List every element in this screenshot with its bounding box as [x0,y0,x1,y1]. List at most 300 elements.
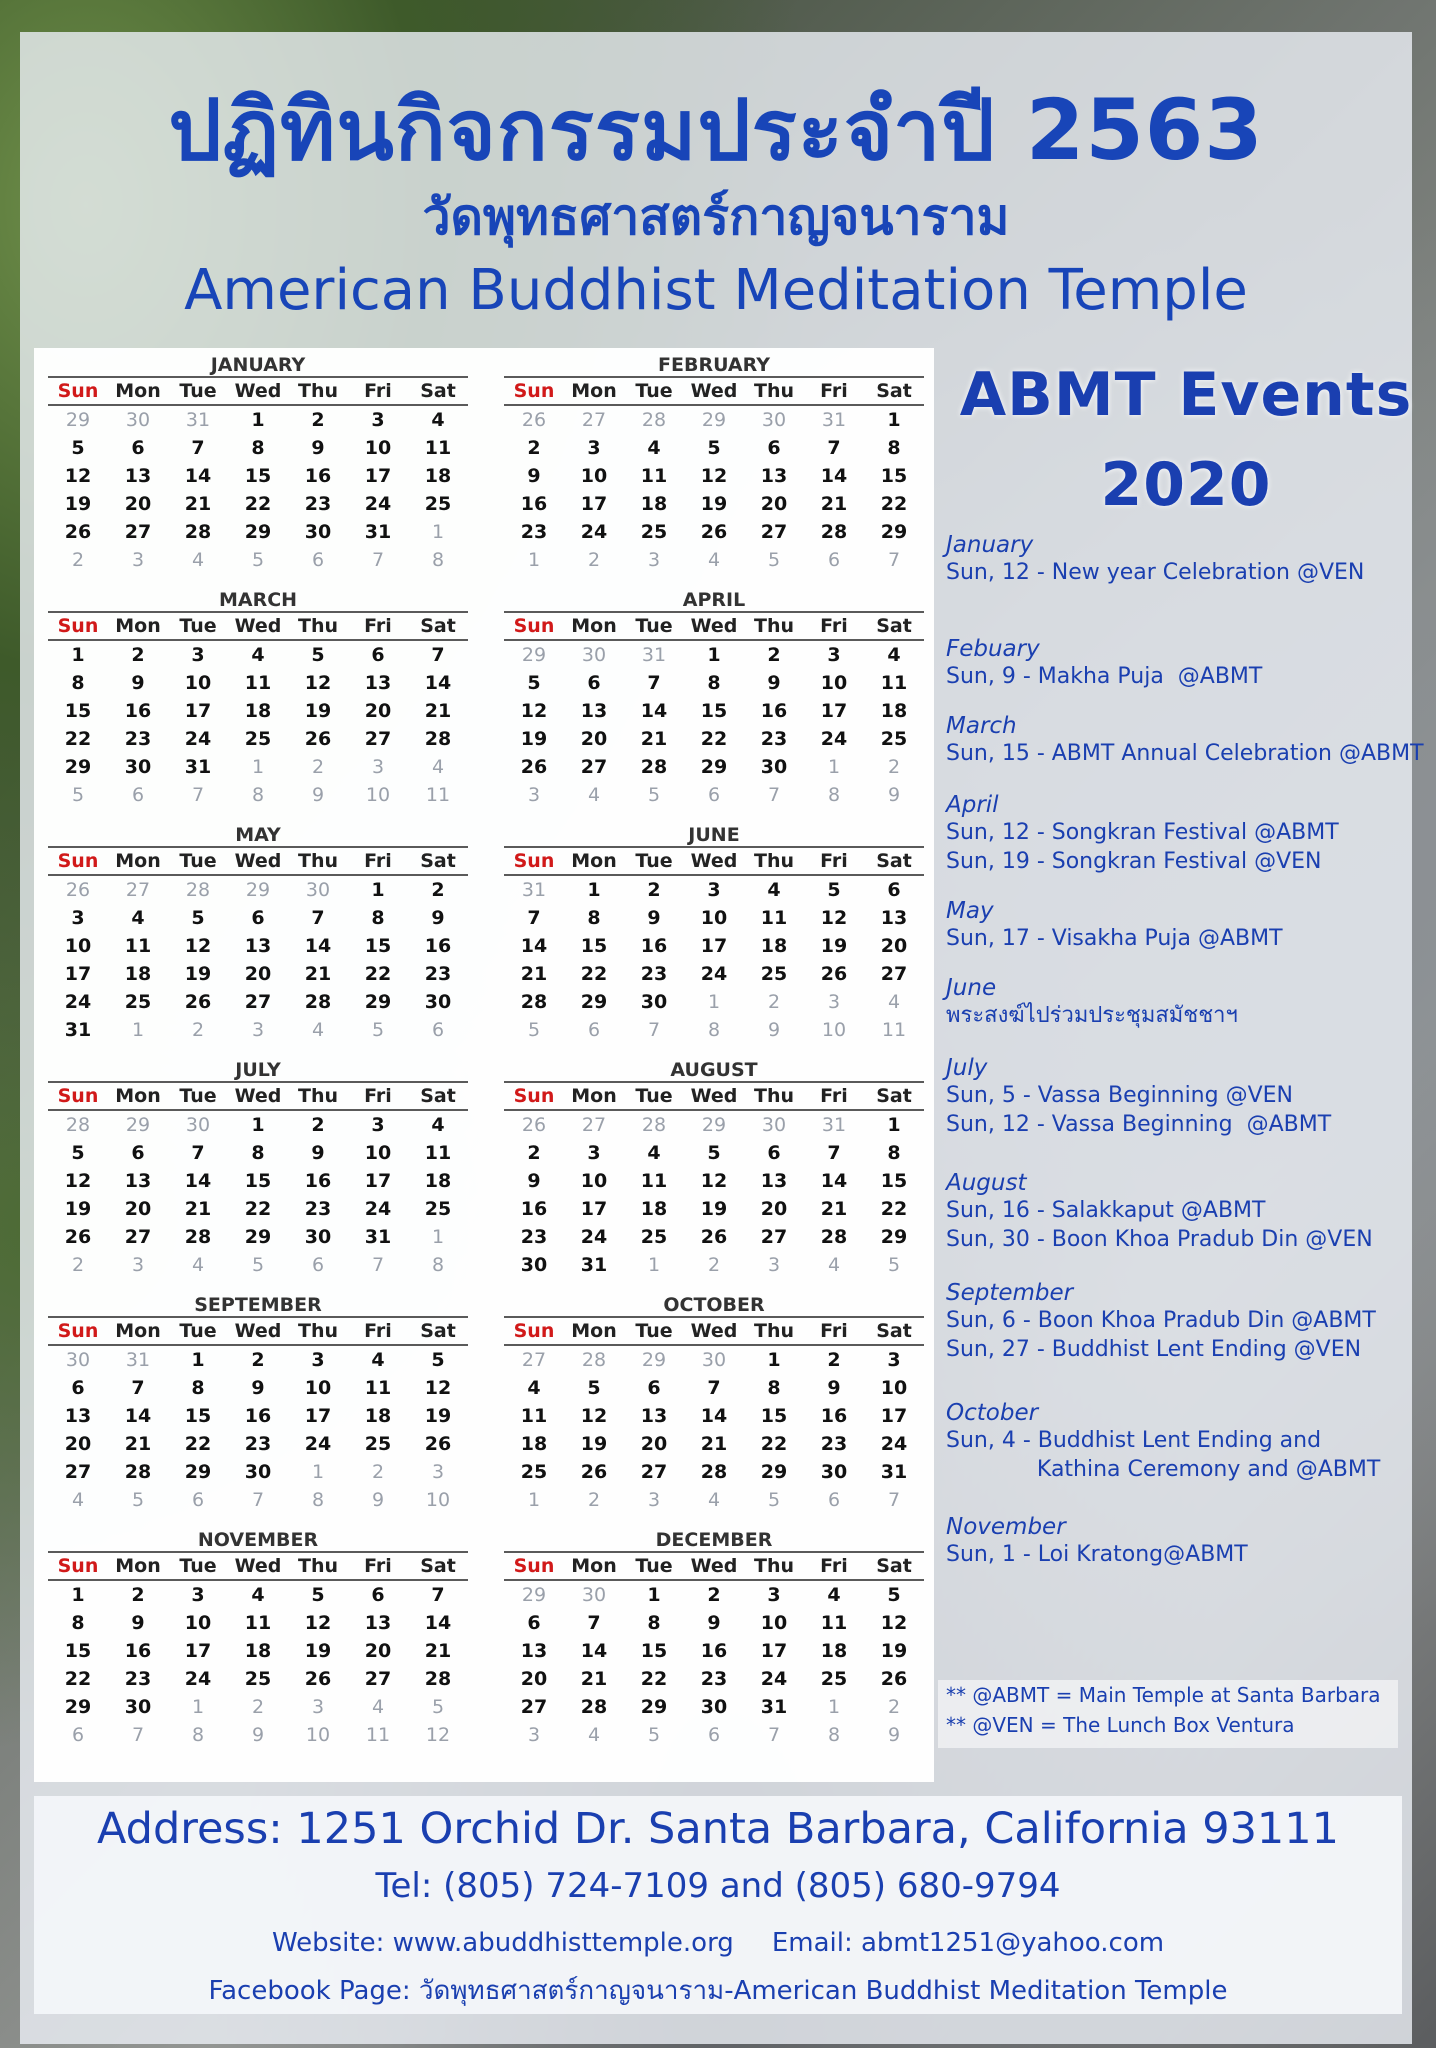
day-cell: 10 [760,1612,788,1634]
day-cell: 11 [881,1019,907,1041]
day-cell: 11 [365,1724,391,1746]
day-cell: 28 [520,991,548,1013]
day-cell: 10 [184,1612,212,1634]
day-cell: 7 [767,784,781,806]
weekday-header: Fri [804,1082,864,1110]
day-cell: 4 [431,1114,445,1136]
day-cell: 24 [304,1433,332,1455]
day-cell: 2 [191,1019,205,1041]
day-cell: 17 [880,1405,908,1427]
weekday-header: Fri [804,1317,864,1345]
day-cell: 6 [431,1019,445,1041]
month-name: AUGUST [670,1059,758,1081]
day-cell: 3 [527,1724,541,1746]
day-cell: 6 [71,1724,85,1746]
day-cell: 7 [647,1019,661,1041]
day-cell: 5 [647,784,661,806]
weekday-header: Fri [804,612,864,640]
day-cell: 5 [71,784,85,806]
day-cell: 28 [640,756,668,778]
day-cell: 16 [124,1640,152,1662]
day-cell: 3 [827,644,841,666]
day-cell: 9 [311,784,325,806]
website-link[interactable]: Website: www.abuddhisttemple.org [271,1928,734,1958]
day-cell: 24 [880,1433,908,1455]
day-cell: 14 [640,700,668,722]
day-cell: 6 [767,1142,781,1164]
event-group [946,898,1426,953]
day-cell: 28 [124,1461,152,1483]
day-cell: 8 [587,907,601,929]
month-september [48,1294,468,1520]
day-cell: 27 [124,521,152,543]
day-cell: 6 [587,1019,601,1041]
day-cell: 29 [760,1461,788,1483]
day-cell: 18 [640,1198,668,1220]
day-cell: 6 [587,672,601,694]
day-cell: 5 [251,1254,265,1276]
day-cell: 24 [364,493,392,515]
day-cell: 26 [64,521,92,543]
weekday-header: Sun [504,377,564,405]
day-cell: 2 [647,879,661,901]
day-cell: 2 [251,1349,265,1371]
day-cell: 5 [311,1584,325,1606]
day-cell: 28 [65,1114,91,1136]
address-text: Address: 1251 Orchid Dr. Santa Barbara, California 93111 [96,1804,1340,1854]
weekday-header: Tue [168,377,228,405]
event-item: Sun, 27 - Buddhist Lent Ending @VEN [946,1337,1362,1362]
day-cell: 20 [520,1668,548,1690]
event-group [946,1280,1426,1364]
day-cell: 30 [305,879,331,901]
day-cell: 9 [887,784,901,806]
day-cell: 6 [707,1724,721,1746]
month-name: MARCH [218,589,298,611]
facebook-link[interactable]: Facebook Page: วัดพุทธศาสตร์กาญจนาราม-American Buddhist Meditation Temple [208,1976,1228,2006]
month-january [48,354,468,580]
day-cell: 6 [131,784,145,806]
day-cell: 3 [647,549,661,571]
event-item: Sun, 15 - ABMT Annual Celebration @ABMT [946,741,1424,766]
day-cell: 3 [131,549,145,571]
day-cell: 10 [700,907,728,929]
day-cell: 4 [647,437,661,459]
day-cell: 13 [580,700,608,722]
day-cell: 19 [304,700,332,722]
weekday-header: Sun [504,847,564,875]
day-cell: 21 [700,1433,728,1455]
day-cell: 3 [311,1349,325,1371]
day-cell: 23 [244,1433,272,1455]
weekday-header: Thu [288,1552,348,1580]
day-cell: 6 [191,1489,205,1511]
month-grid [504,1081,924,1279]
weekday-header: Wed [228,612,288,640]
day-cell: 3 [131,1254,145,1276]
day-cell: 23 [304,493,332,515]
day-cell: 29 [880,1226,908,1248]
day-cell: 9 [131,1612,145,1634]
month-july [48,1059,468,1285]
day-cell: 1 [131,1019,145,1041]
weekday-header: Fri [348,1317,408,1345]
weekday-header: Sun [48,847,108,875]
day-cell: 31 [364,521,392,543]
day-cell: 17 [820,700,848,722]
day-cell: 14 [424,672,452,694]
day-cell: 24 [184,1668,212,1690]
day-cell: 4 [587,784,601,806]
day-cell: 30 [640,991,668,1013]
day-cell: 10 [364,1142,392,1164]
weekday-header: Wed [684,847,744,875]
day-cell: 22 [880,1198,908,1220]
day-cell: 22 [640,1668,668,1690]
day-cell: 18 [820,1640,848,1662]
day-cell: 28 [581,1349,607,1371]
event-item: พระสงฆ์ไปร่วมประชุมสมัชชาฯ [946,1003,1238,1028]
month-name: MAY [235,824,281,846]
day-cell: 16 [520,1198,548,1220]
day-cell: 8 [191,1377,205,1399]
weekday-header: Mon [564,847,624,875]
event-group [946,713,1426,768]
day-cell: 13 [640,1405,668,1427]
day-cell: 11 [424,1142,452,1164]
day-cell: 5 [431,1349,445,1371]
weekday-header: Fri [804,377,864,405]
day-cell: 8 [431,1254,445,1276]
day-cell: 31 [364,1226,392,1248]
day-cell: 1 [251,756,265,778]
month-name: SEPTEMBER [194,1294,322,1316]
day-cell: 25 [880,728,908,750]
day-cell: 21 [124,1433,152,1455]
day-cell: 1 [887,1114,901,1136]
day-cell: 2 [887,1696,901,1718]
day-cell: 6 [827,549,841,571]
day-cell: 7 [131,1377,145,1399]
event-month: July [946,1055,988,1081]
day-cell: 24 [64,991,92,1013]
day-cell: 21 [184,493,212,515]
day-cell: 1 [251,409,265,431]
month-name: JUNE [688,824,740,846]
day-cell: 8 [251,1142,265,1164]
weekday-header: Sat [408,612,468,640]
day-cell: 26 [64,1226,92,1248]
day-cell: 18 [424,465,452,487]
day-cell: 14 [820,1170,848,1192]
event-group [946,636,1426,691]
day-cell: 21 [184,1198,212,1220]
day-cell: 15 [760,1405,788,1427]
event-month: October [946,1400,1039,1426]
day-cell: 24 [184,728,212,750]
day-cell: 19 [580,1433,608,1455]
day-cell: 24 [580,521,608,543]
day-cell: 14 [184,1170,212,1192]
day-cell: 27 [124,1226,152,1248]
event-item: Kathina Ceremony and @ABMT [946,1457,1381,1482]
weekday-header: Mon [108,1552,168,1580]
weekday-header: Fri [348,1552,408,1580]
day-cell: 9 [827,1377,841,1399]
weekday-header: Mon [564,1082,624,1110]
day-cell: 7 [707,1377,721,1399]
day-cell: 7 [887,1489,901,1511]
day-cell: 27 [581,1114,607,1136]
day-cell: 1 [71,1584,85,1606]
weekday-header: Mon [564,612,624,640]
month-grid [504,846,924,1044]
note-abmt: ** @ABMT = Main Temple at Santa Barbara [946,1683,1381,1707]
day-cell: 1 [191,1349,205,1371]
day-cell: 13 [520,1640,548,1662]
day-cell: 27 [521,1349,547,1371]
day-cell: 29 [65,409,91,431]
day-cell: 12 [425,1724,451,1746]
weekday-header: Mon [564,1552,624,1580]
day-cell: 20 [580,728,608,750]
day-cell: 5 [707,1142,721,1164]
event-month: September [946,1280,1074,1306]
event-item: Sun, 12 - New year Celebration @VEN [946,560,1365,585]
day-cell: 20 [124,1198,152,1220]
day-cell: 22 [364,963,392,985]
event-group [946,1400,1426,1484]
day-cell: 31 [184,756,212,778]
day-cell: 12 [580,1405,608,1427]
day-cell: 2 [767,644,781,666]
day-cell: 17 [580,493,608,515]
day-cell: 4 [251,1584,265,1606]
day-cell: 12 [700,465,728,487]
day-cell: 24 [700,963,728,985]
day-cell: 19 [424,1405,452,1427]
day-cell: 20 [244,963,272,985]
day-cell: 4 [527,1377,541,1399]
weekday-header: Fri [348,847,408,875]
weekday-header: Mon [108,1317,168,1345]
day-cell: 3 [887,1349,901,1371]
day-cell: 16 [760,700,788,722]
weekday-header: Sat [408,377,468,405]
day-cell: 8 [311,1489,325,1511]
weekday-header: Sun [504,1552,564,1580]
email-link[interactable]: Email: abmt1251@yahoo.com [771,1928,1165,1958]
day-cell: 17 [304,1405,332,1427]
day-cell: 18 [244,1640,272,1662]
day-cell: 14 [424,1612,452,1634]
day-cell: 6 [767,437,781,459]
month-name: APRIL [682,589,746,611]
day-cell: 9 [767,672,781,694]
day-cell: 11 [520,1405,548,1427]
day-cell: 30 [761,409,787,431]
day-cell: 18 [424,1170,452,1192]
day-cell: 10 [580,465,608,487]
day-cell: 8 [887,1142,901,1164]
day-cell: 26 [184,991,212,1013]
day-cell: 18 [640,493,668,515]
day-cell: 30 [760,756,788,778]
day-cell: 29 [64,756,92,778]
weekday-header: Sun [48,1552,108,1580]
day-cell: 12 [880,1612,908,1634]
day-cell: 9 [707,1612,721,1634]
day-cell: 5 [191,907,205,929]
day-cell: 20 [64,1433,92,1455]
day-cell: 2 [707,1254,721,1276]
day-cell: 12 [304,672,332,694]
day-cell: 5 [887,1584,901,1606]
day-cell: 28 [424,728,452,750]
day-cell: 3 [827,991,841,1013]
event-group [946,792,1426,876]
day-cell: 10 [425,1489,451,1511]
day-cell: 4 [251,644,265,666]
day-cell: 25 [760,963,788,985]
day-cell: 27 [580,756,608,778]
day-cell: 11 [364,1377,392,1399]
day-cell: 31 [125,1349,151,1371]
day-cell: 7 [191,1142,205,1164]
day-cell: 23 [424,963,452,985]
day-cell: 3 [587,1142,601,1164]
day-cell: 15 [580,935,608,957]
day-cell: 1 [371,879,385,901]
day-cell: 5 [311,644,325,666]
event-item: Sun, 30 - Boon Khoa Pradub Din @VEN [946,1227,1373,1252]
day-cell: 30 [761,1114,787,1136]
day-cell: 28 [424,1668,452,1690]
day-cell: 8 [827,1724,841,1746]
day-cell: 17 [64,963,92,985]
day-cell: 11 [820,1612,848,1634]
day-cell: 9 [251,1377,265,1399]
day-cell: 3 [251,1019,265,1041]
web-email-line [34,1928,1402,1958]
day-cell: 25 [244,728,272,750]
day-cell: 29 [125,1114,151,1136]
day-cell: 15 [880,465,908,487]
day-cell: 26 [520,756,548,778]
day-cell: 7 [131,1724,145,1746]
day-cell: 25 [424,493,452,515]
day-cell: 4 [71,1489,85,1511]
weekday-header: Thu [744,1552,804,1580]
day-cell: 8 [71,672,85,694]
note-ven: ** @VEN = The Lunch Box Ventura [946,1713,1295,1737]
weekday-header: Thu [744,377,804,405]
day-cell: 15 [364,935,392,957]
day-cell: 1 [647,1584,661,1606]
day-cell: 3 [587,437,601,459]
day-cell: 3 [371,756,385,778]
day-cell: 31 [580,1254,608,1276]
day-cell: 5 [527,1019,541,1041]
month-grid [504,376,924,574]
day-cell: 12 [700,1170,728,1192]
day-cell: 9 [647,907,661,929]
weekday-header: Thu [744,1082,804,1110]
day-cell: 4 [827,1254,841,1276]
month-name: DECEMBER [655,1529,773,1551]
day-cell: 6 [527,1612,541,1634]
weekday-header: Thu [744,612,804,640]
weekday-header: Wed [684,1082,744,1110]
weekday-header: Sat [864,377,924,405]
day-cell: 1 [191,1696,205,1718]
day-cell: 27 [244,991,272,1013]
temple-name-thai: วัดพุทธศาสตร์กาญจนาราม [422,188,1010,246]
weekday-header: Sat [864,1082,924,1110]
day-cell: 20 [364,1640,392,1662]
day-cell: 3 [431,1461,445,1483]
day-cell: 19 [520,728,548,750]
day-cell: 13 [64,1405,92,1427]
day-cell: 29 [701,409,727,431]
day-cell: 9 [311,1142,325,1164]
day-cell: 2 [707,1584,721,1606]
event-group [946,532,1426,587]
day-cell: 16 [820,1405,848,1427]
day-cell: 31 [880,1461,908,1483]
day-cell: 2 [131,1584,145,1606]
event-item: Sun, 4 - Buddhist Lent Ending and [946,1428,1322,1453]
weekday-header: Tue [624,847,684,875]
day-cell: 29 [184,1461,212,1483]
day-cell: 9 [527,1170,541,1192]
day-cell: 13 [760,465,788,487]
day-cell: 29 [64,1696,92,1718]
day-cell: 10 [364,437,392,459]
day-cell: 4 [887,644,901,666]
event-item: Sun, 16 - Salakkaput @ABMT [946,1198,1266,1223]
day-cell: 24 [760,1668,788,1690]
day-cell: 15 [244,1170,272,1192]
day-cell: 9 [887,1724,901,1746]
weekday-header: Fri [804,1552,864,1580]
day-cell: 8 [707,672,721,694]
day-cell: 4 [587,1724,601,1746]
day-cell: 19 [700,1198,728,1220]
day-cell: 3 [707,879,721,901]
day-cell: 13 [364,1612,392,1634]
day-cell: 6 [251,907,265,929]
day-cell: 29 [580,991,608,1013]
event-month: November [946,1514,1066,1540]
day-cell: 11 [760,907,788,929]
day-cell: 7 [191,784,205,806]
event-month: Febuary [946,636,1040,662]
day-cell: 4 [311,1019,325,1041]
day-cell: 8 [827,784,841,806]
day-cell: 21 [424,700,452,722]
day-cell: 31 [641,644,667,666]
day-cell: 16 [304,1170,332,1192]
day-cell: 3 [647,1489,661,1511]
day-cell: 29 [245,879,271,901]
month-name: JANUARY [210,354,306,376]
weekday-header: Tue [624,1552,684,1580]
day-cell: 5 [371,1019,385,1041]
day-cell: 12 [64,465,92,487]
weekday-header: Sun [48,1082,108,1110]
day-cell: 4 [431,409,445,431]
